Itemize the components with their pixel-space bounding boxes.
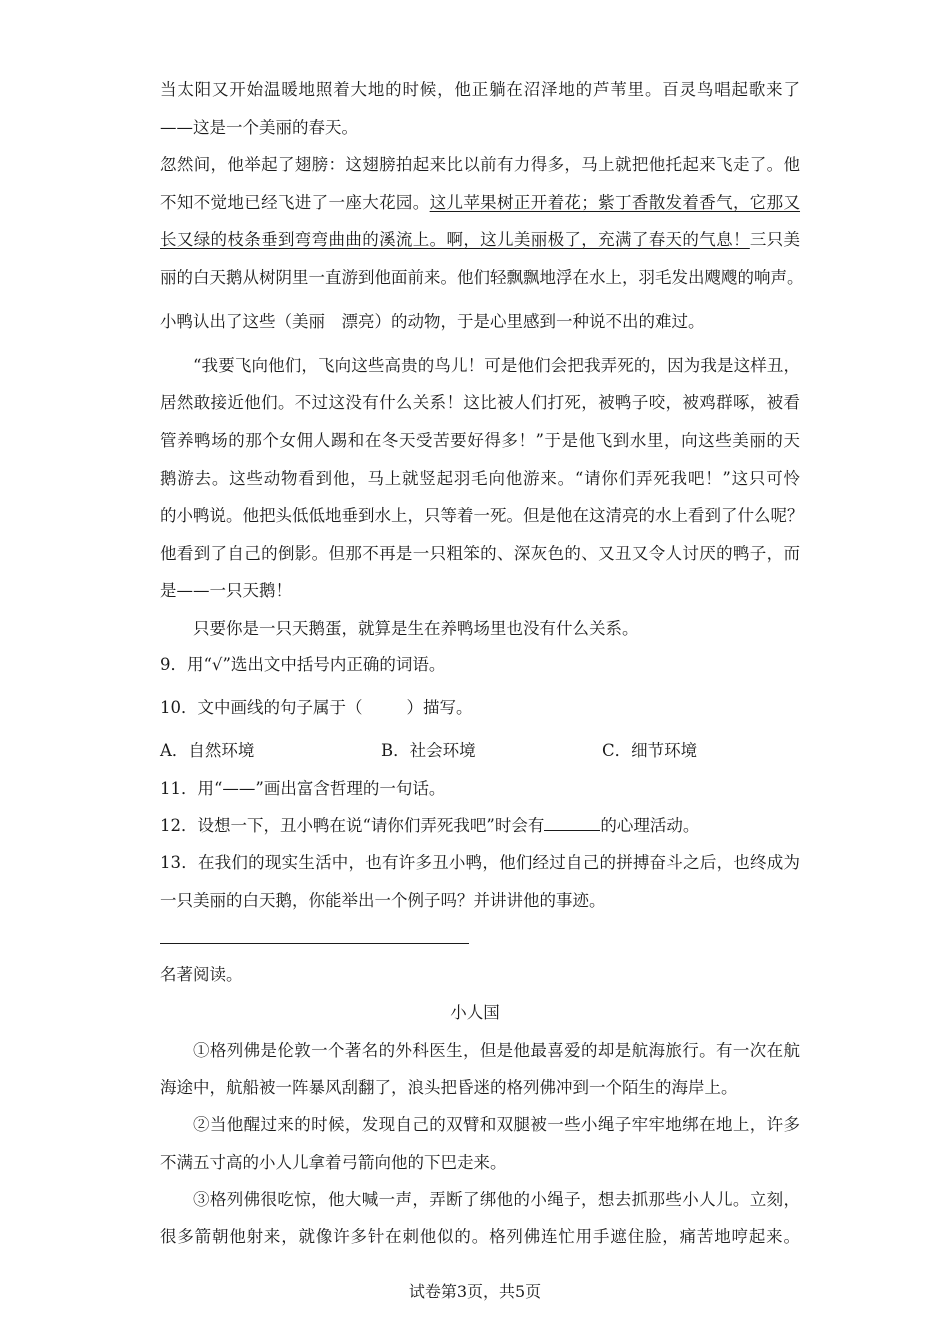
passage-line: 的小鸭说。他把头低低地垂到水上，只等着一死。但是他在这清亮的水上看到了什么呢？ xyxy=(160,506,804,525)
passage-line: 鹅游去。这些动物看到他，马上就竖起羽毛向他游来。“请你们弄死我吧！”这只可怜 xyxy=(160,469,800,488)
question-10 xyxy=(160,698,800,718)
passage-line xyxy=(160,193,800,213)
story-line: 很多箭朝他射来，就像许多针在刺他似的。格列佛连忙用手遮住脸，痛苦地哼起来。 xyxy=(160,1227,800,1246)
underlined-sentence: 长又绿的枝条垂到弯弯曲曲的溪流上。啊，这儿美丽极了，充满了春天的气息！ xyxy=(160,230,750,249)
passage-line: 是——一只天鹅！ xyxy=(160,581,292,600)
question-text: 12．设想一下，丑小鸭在说“请你们弄死我吧”时会有 xyxy=(160,816,545,835)
passage-line: ——这是一个美丽的春天。 xyxy=(160,118,358,137)
passage-line: 管养鸭场的那个女佣人踢和在冬天受苦要好得多！”于是他飞到水里，向这些美丽的天 xyxy=(160,431,800,450)
question-text: ）描写。 xyxy=(406,698,473,717)
section-heading: 名著阅读。 xyxy=(160,965,243,984)
passage-line: 丽的白天鹅从树阴里一直游到他面前来。他们轻飘飘地浮在水上，羽毛发出飕飕的响声。 xyxy=(160,268,804,287)
question-11: 11．用“——”画出富含哲理的一句话。 xyxy=(160,779,446,798)
option-b[interactable]: B．社会环境 xyxy=(381,741,476,760)
passage-line: “我要飞向他们，飞向这些高贵的鸟儿！可是他们会把我弄死的，因为我是这样丑， xyxy=(193,356,800,375)
option-c[interactable]: C．细节环境 xyxy=(602,741,698,760)
passage-line: 只要你是一只天鹅蛋，就算是生在养鸭场里也没有什么关系。 xyxy=(193,619,639,638)
question-text: 的心理活动。 xyxy=(600,816,700,835)
passage-line: 当太阳又开始温暖地照着大地的时候，他正躺在沼泽地的芦苇里。百灵鸟唱起歌来了 xyxy=(160,80,800,99)
passage-line: 小鸭认出了这些（美丽 漂亮）的动物，于是心里感到一种说不出的难过。 xyxy=(160,312,705,331)
page-footer: 试卷第3页，共5页 xyxy=(408,1282,542,1301)
story-line: ③格列佛很吃惊，他大喊一声，弄断了绑他的小绳子，想去抓那些小人儿。立刻， xyxy=(193,1190,800,1209)
passage-line: 忽然间，他举起了翅膀：这翅膀拍起来比以前有力得多，马上就把他托起来飞走了。他 xyxy=(160,155,800,174)
story-line: 海途中，航船被一阵暴风刮翻了，浪头把昏迷的格列佛冲到一个陌生的海岸上。 xyxy=(160,1078,738,1097)
answer-line[interactable] xyxy=(160,943,469,944)
question-13: 13．在我们的现实生活中，也有许多丑小鸭，他们经过自己的拼搏奋斗之后，也终成为 xyxy=(160,853,800,872)
question-9: 9．用“√”选出文中括号内正确的词语。 xyxy=(160,655,446,674)
passage-text: 三只美 xyxy=(749,230,801,249)
answer-blank[interactable] xyxy=(544,816,600,831)
story-line: 不满五寸高的小人儿拿着弓箭向他的下巴走来。 xyxy=(160,1153,507,1172)
question-13-cont: 一只美丽的白天鹅，你能举出一个例子吗？并讲讲他的事迹。 xyxy=(160,891,606,910)
passage-line xyxy=(160,230,800,250)
story-line: ②当他醒过来的时候，发现自己的双臂和双腿被一些小绳子牢牢地绑在地上，许多 xyxy=(193,1115,800,1134)
question-12 xyxy=(160,816,800,836)
passage-line: 居然敢接近他们。不过这没有什么关系！这比被人们打死，被鸭子咬，被鸡群啄，被看 xyxy=(160,393,800,412)
question-text: 10．文中画线的句子属于（ xyxy=(160,698,363,717)
story-line: ①格列佛是伦敦一个著名的外科医生，但是他最喜爱的却是航海旅行。有一次在航 xyxy=(193,1041,800,1060)
option-a[interactable]: A．自然环境 xyxy=(160,741,255,760)
passage-line: 他看到了自己的倒影。但那不再是一只粗笨的、深灰色的、又丑又令人讨厌的鸭子，而 xyxy=(160,544,800,563)
story-title: 小人国 xyxy=(450,1003,500,1022)
passage-text: 不知不觉地已经飞进了一座大花园。 xyxy=(160,193,430,212)
underlined-sentence: 这儿苹果树正开着花；紫丁香散发着香气，它那又 xyxy=(429,193,801,212)
